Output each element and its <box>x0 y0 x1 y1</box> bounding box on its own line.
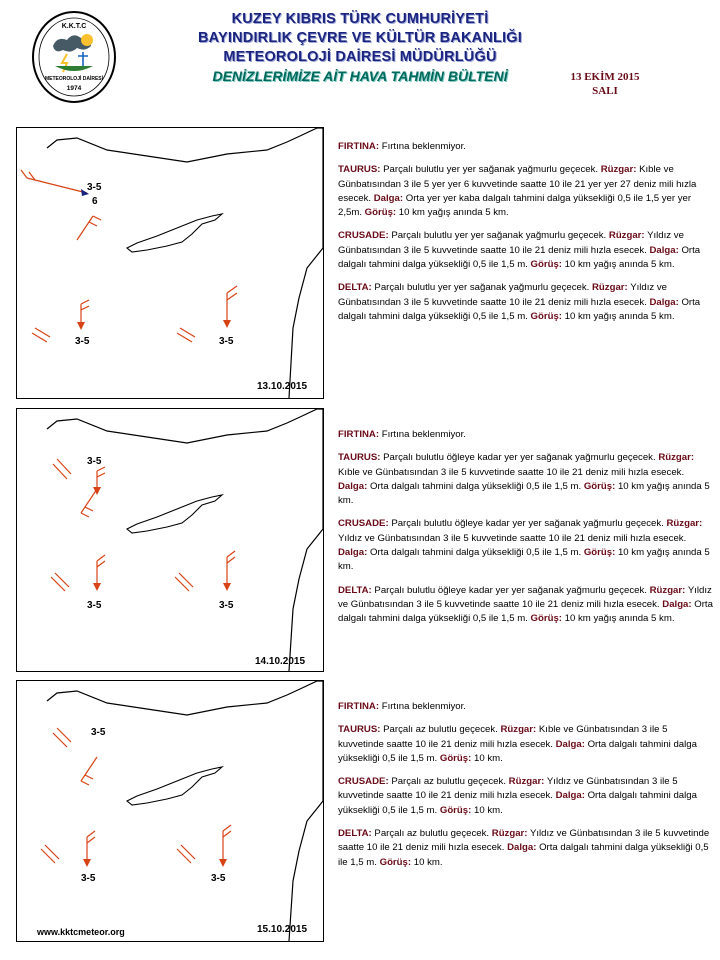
wave-arrow-crusade <box>83 831 95 867</box>
delta-forecast: DELTA: Parçalı bulutlu öğleye kadar yer yer sağanak yağmurlu geçecek. Rüzgar: Yıldız ve Günbatısından 3 ile 5 kuvvetinde saatte 10 ile 21 deniz mili hızla esecek. Dalga: Orta dalgalı tahmini dalga yüksekliği 0,5 ile 1,5 m. Görüş: 10 km yağış anında 5 km. <box>338 584 713 625</box>
wind-barb-crusade <box>41 845 59 863</box>
wave-arrow-delta <box>223 286 237 328</box>
forecast-text-1 <box>338 140 714 333</box>
taurus-forecast: TAURUS: Parçalı az bulutlu geçecek. Rüzgar: Kıble ve Günbatısından 3 ile 5 kuvvetinde saatte 10 ile 21 deniz mili hızla esecek. Dalga: Orta dalgalı tahmini dalga yüksekliği 0,5 ile 1,5 m. Görüş: 10 km. <box>338 724 697 764</box>
wind-barb-crusade <box>51 573 69 591</box>
header-line-1: KUZEY KIBRIS TÜRK CUMHURİYETİ <box>231 11 489 27</box>
forecast-text-2 <box>338 428 714 636</box>
meteorology-logo <box>31 10 117 104</box>
logo-year: 1974 <box>66 85 82 92</box>
storm-line: FIRTINA: Fırtına beklenmiyor. <box>338 141 466 152</box>
wind-barb-delta <box>177 328 195 342</box>
logo-top-text: K.K.T.C <box>61 23 87 30</box>
wind-barb-delta <box>175 573 193 591</box>
map-2-delta-wave: 3-5 <box>219 600 234 611</box>
storm-line: FIRTINA: Fırtına beklenmiyor. <box>338 701 466 712</box>
storm-line: FIRTINA: Fırtına beklenmiyor. <box>338 429 466 440</box>
map-1-date: 13.10.2015 <box>257 381 308 392</box>
map-2 <box>17 409 323 671</box>
wave-arrow-taurus <box>81 757 97 785</box>
map-3-crusade-wave: 3-5 <box>81 873 96 884</box>
website-link[interactable]: www.kktcmeteor.org <box>37 927 125 937</box>
map-2-date: 14.10.2015 <box>255 656 306 667</box>
wind-barb-crusade <box>32 328 50 342</box>
map-1-crusade-wave: 3-5 <box>75 336 90 347</box>
map-panel-1 <box>16 127 324 399</box>
header-line-3: METEOROLOJİ DAİRESİ MÜDÜRLÜĞÜ <box>223 49 497 65</box>
taurus-forecast: TAURUS: Parçalı bulutlu öğleye kadar yer yer sağanak yağmurlu geçecek. Rüzgar: Kıble ve Günbatısından 3 ile 5 kuvvetinde saatte 10 ile 21 deniz mili hızla esecek. Dalga: Orta dalgalı tahmini dalga yüksekliği 0,5 ile 1,5 m. Görüş: 10 km yağış anında 5 km. <box>338 452 710 507</box>
wave-arrow-crusade <box>93 555 105 591</box>
wave-arrow-taurus <box>77 216 101 240</box>
map-1-taurus-gust: 6 <box>92 196 98 207</box>
map-1-taurus-wave: 3-5 <box>87 182 102 193</box>
crusade-forecast: CRUSADE: Parçalı bulutlu öğleye kadar yer yer sağanak yağmurlu geçecek. Rüzgar: Yıldız ve Günbatısından 3 ile 5 kuvvetinde saatte 10 ile 21 deniz mili hızla esecek. Dalga: Orta dalgalı tahmini dalga yüksekliği 0,5 ile 1,5 m. Görüş: 10 km yağış anında 5 km. <box>338 518 710 573</box>
date-text: 13 EKİM 2015 <box>570 71 640 83</box>
delta-forecast: DELTA: Parçalı bulutlu yer yer sağanak yağmurlu geçecek. Rüzgar: Yıldız ve Günbatısından 3 ile 5 kuvvetinde saatte 10 ile 21 deniz mili hızla esecek. Dalga: Orta dalgalı tahmini dalga yüksekliği 0,5 ile 1,5 m. Görüş: 10 km yağış anında 5 km. <box>338 282 701 322</box>
wind-barb-taurus <box>53 728 71 747</box>
map-3-date: 15.10.2015 <box>257 924 308 935</box>
map-3-delta-wave: 3-5 <box>211 873 226 884</box>
wave-arrow-crusade <box>77 300 89 330</box>
map-1-delta-wave: 3-5 <box>219 336 234 347</box>
taurus-forecast: TAURUS: Parçalı bulutlu yer yer sağanak yağmurlu geçecek. Rüzgar: Kıble ve Günbatısından 3 ile 5 yer yer 6 kuvvetinde saatte 10 ile 21 yer yer 27 deniz mili hızla esecek. Dalga: Orta yer yer kaba dalgalı tahmini dalga yüksekliği 0,5 ile 1,5 yer yer 2,5m. Görüş: 10 km yağış anında 5 km. <box>338 164 697 219</box>
delta-forecast: DELTA: Parçalı az bulutlu geçecek. Rüzgar: Yıldız ve Günbatısından 3 ile 5 kuvvetinde saatte 10 ile 21 deniz mili hızla esecek. Dalga: Orta dalgalı tahmini dalga yüksekliği 0,5 ile 1,5 m. Görüş: 10 km. <box>338 828 710 868</box>
bulletin-title: DENİZLERİMİZE AİT HAVA TAHMİN BÜLTENİ <box>212 68 508 84</box>
bulletin-date <box>560 70 650 98</box>
day-text: SALI <box>592 85 618 97</box>
crusade-forecast: CRUSADE: Parçalı bulutlu yer yer sağanak yağmurlu geçecek. Rüzgar: Yıldız ve Günbatısından 3 ile 5 kuvvetinde saatte 10 ile 21 deniz mili hızla esecek. Dalga: Orta dalgalı tahmini dalga yüksekliği 0,5 ile 1,5 m. Görüş: 10 km yağış anında 5 km. <box>338 230 701 271</box>
map-1 <box>17 128 323 398</box>
logo-ring-text: METEOROLOJİ DAİRESİ <box>44 76 104 82</box>
wind-barb-delta <box>177 845 195 863</box>
forecast-text-3 <box>338 700 714 879</box>
wind-barb-taurus <box>53 459 71 479</box>
wave-arrow-taurus <box>93 467 105 495</box>
wave-arrow-taurus-2 <box>81 489 97 517</box>
map-panel-3 <box>16 680 324 942</box>
wind-barb-taurus <box>21 170 89 196</box>
map-2-crusade-wave: 3-5 <box>87 600 102 611</box>
wave-arrow-delta <box>219 825 231 867</box>
wave-arrow-delta <box>223 551 235 591</box>
map-2-taurus-wave: 3-5 <box>87 456 102 467</box>
map-3 <box>17 681 323 941</box>
header-line-2: BAYINDIRLIK ÇEVRE VE KÜLTÜR BAKANLIĞI <box>198 30 522 46</box>
map-panel-2 <box>16 408 324 672</box>
map-3-taurus-wave: 3-5 <box>91 727 106 738</box>
crusade-forecast: CRUSADE: Parçalı az bulutlu geçecek. Rüzgar: Yıldız ve Günbatısından 3 ile 5 kuvvetinde saatte 10 ile 21 deniz mili hızla esecek. Dalga: Orta dalgalı tahmini dalga yüksekliği 0,5 ile 1,5 m. Görüş: 10 km. <box>338 776 697 816</box>
